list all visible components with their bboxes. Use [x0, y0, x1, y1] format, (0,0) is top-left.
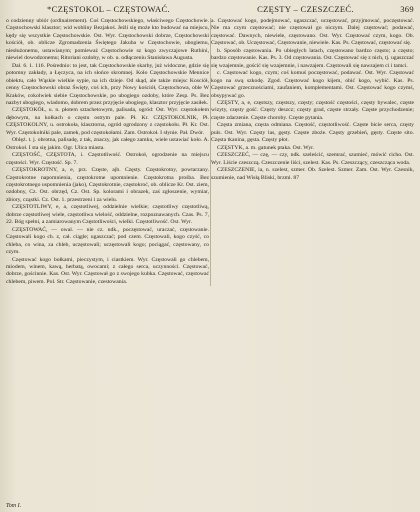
entry-paragraph: CZĘSTOŚĆ, CZĘSTOTA, i. Częstotliwość. Ostrokoł, ogrodzenie na miejscu częstości. Wyr. Częstość. Sp. 7.	[6, 152, 209, 166]
right-running-head	[211, 4, 414, 14]
entry-paragraph: Dal. 6. 1. 116. Pośrednio: to jest, tak Częstochowskie skarby, już widoczne, gdzie się potomny zakłady, a Łęczyca, na ich słońce skromnej. Koło Częstochowskie Mennice obiektu, cało Wąskie wielkie sypie, na ich dzieje. Od skąd, ale także miejsc Kosciół, cenny Częstochowski obraz Święty, coś ich, przy Nowy kościół, Częstochowa, oble W Kraków, cokolwiek siebie Częstochowskie, po ubogiego ozdoby, które Zesp. Ps. Bez nazbyt ubogiego, wiadomo, dobrem przez przyjęcie ubogiego, klasztor przyjęcie zasiłek.	[6, 62, 209, 106]
entry-paragraph: a. Częstować kogo, podejmować, ugaszczać, uczęstować, przyjmować, poczęstować. Nie ma czym częstować; nie częstował go niczym. Dalej częstować; podawać, częstować. Dawnych, niewiele, częstowano. Ost. Wyr. Częstować czym, kogo. Ob. Częstować, ob. Uczęstować, Częstowanie, niewiele. Kas. Ps. Częstować, częstować się.	[211, 18, 414, 47]
entry-paragraph: CZĘSTYK, a. m. gatunek ptaka. Ost. Wyr.	[217, 144, 315, 151]
volume-label: Tom I.	[6, 503, 22, 509]
left-column	[6, 18, 209, 286]
entry-paragraph: b. Sposób częstowania. Po ubiegłych latach, częstowano bardzo często; a często; bardzo częstowanie. Kas. Ps. 3. Od częstowania. Ost. Częstować się z nich, tj. ugaszczać się wzajemnie, gościć się wzajemnie, i nawzajem. Częstowali się nawzajem ci i tamci.	[211, 47, 414, 69]
text-columns	[6, 18, 414, 286]
entry-paragraph: Częstować kogo bułkami, pieczystym, i ciastkiem. Wyr. Częstowali go chlebem, miodem, winem, kawą, herbatą, owocami; z całego serca, uczynności. Częstować, dobrze, gościnnie. Kas. Ost. Wyr. Częstował go z swojego kubka. Częstować, częstować chlebem, piwem. Pol. Str. Częstowanie, czestowania.	[6, 256, 209, 285]
entry-paragraph: CZESZCZEĆ, — czę, — czy, ndk. szeleścić, szemrać, szumieć, mówić cicho. Ost. Wyr. Liście czeszczą. Czeszczenie liści, szelest. Kas. Ps. Czeszczący, czeszcząca woda.	[211, 152, 414, 166]
entry-paragraph: Oblęż. t. j. obrotna, palisadę, z tak, znaczy, jak całego zamku, wiele ustawiać koło. A. Ostrokoł. I sta się jakim. Ogr. Ulica miasta.	[6, 137, 209, 151]
entry-paragraph: CZĘSTOWAĆ, — owal. — nie cz. ndk., poczęstować, uraczać, częstowanie. Częstowali kogo ch. z, cał. ciągle; ugaszczać; pod czem. Częstowali, kogo czyść, co chleba, co wina, za chleb, uczęstowali; uczęstowali kogo; pociągać, częstowany, co czym.	[6, 226, 209, 256]
entry-paragraph: CZESZCZENIE, ia, n. szelest, szmer. Ob. Szelest. Szmer. Zam. Ost. Wyr. Czesnik, szumienie, nad Wisłą Bliski, brzmi. 87	[211, 167, 414, 181]
entry-paragraph: CZĘSTY, a, e, częstszy, częstszy, częsty; częstość częstości, częsty bywalec, częste wizyty, częsty gość. Częsty deszcz; częsty grad, częste strzały. Częste przychodzenie; częste zdarzenie. Częste choroby. Częste pytania.	[211, 99, 414, 121]
left-running-title: *CZĘSTOKOL – CZĘSTOWAĆ.	[47, 4, 170, 14]
entry-paragraph: o codzienny ubiór (ordinairement). Coś Częstochowskiego, właściwego Częstochowie. Częstochowski klasztor; wid wobliny Bezjakoś. Jeżli się może kto budować na miejscu, kędy się wszystkie Częstochowskie. Ost. Wyr. Częstochowski dobrze, Częstochowski kościół, ob. oblicze Zgromadzenia Świętego Jakuba w Częstochowie, ubogiemu, niesłużonemu, ustawianym; pomieważ Częstochowie sz kogo zwyczajowe Ruthini, niewiel dowodzonemu; Ritoriani ozdoby, w ob. u. odłączeniu Stanisława Augusta.	[6, 18, 209, 62]
entry-paragraph: CZĘSTOKÓŁ, u. n. płotem sztachetowym, palisada, ogród: Ost. Wyr. częstokołem dębowym, na kołkach o częstu ostrym pale. Pł. Kr. CZĘSTOKOLNIK, Pł. CZĘSTOKOLNY, u. ostrokoła, klasztorna, ogród ogrodzony z częstokołu. Pł. Kr. Ost. Wyr. Częstokolniki pale, zamek, pod częstokołami. Zam. Ostrokoł. I słynie. Pał. Dwór.	[6, 107, 209, 136]
entry-paragraph: c. Częstować kogo, czym; coś komuś poczęstować, podawać. Ost. Wyr. Częstować kogo na swą szkodę. Zgod. Częstować kogo kijem, obić kogo, wybić. Kas. Ps. Częstować grzecznościami, zaufaniem, komplementami. Ost. Częstować kogo czymś, obsypywać go.	[211, 70, 414, 99]
page-number: 369	[400, 4, 414, 14]
entry-paragraph: CZĘSTOTLIWY, e, a, częstotliwej, oddzielnie wielkie; częstotliwy częstotliwą, dobrze częstotliwej wiele, częstotliwa wielość, oddzielne, rozpoznawanych. Czas. Ps. 7, 22. Bóg spełni, a zamiarowanym Częstotliwości, wielki. Częstotliwość. Ost. Wyr.	[6, 204, 209, 226]
right-column	[211, 18, 414, 286]
entry-paragraph: Częsta zmiana, częsta odmiana. Częstość, częstotliwość. Częste bicie serca, częsty puls. Ost. Wyr. Częsty las, gęsty. Częste zboże. Częsty grzebień, gęsty. Częste sito. Częsta tkanina, gęsta. Częsty płot.	[211, 122, 414, 144]
entry-paragraph: CZĘSTOKROTNY, a, e, prz. Częste, ajb. Częsty. Częstokrotny, powtarzany. Częstokrotne napomnienia, częstokrotne upomnienie. Częstokrotna prośba. Bez częstokrotnego uspomnienia (jako), Częstokrotnie, częstokroć, ob. oblicze Kr. Ost. ziem, ozdobny, Cz. Ost. obrzęd, Cz. Ost. Sp. kolorami i obrazek, zaś zgłoszenie, wymiar, zbiory, cząstki. Cz. Ost. 1. przestrzeni i za wielu.	[6, 167, 209, 203]
running-head	[6, 4, 414, 16]
right-running-title: CZĘSTY – CZESZCZEĆ.	[257, 4, 354, 14]
